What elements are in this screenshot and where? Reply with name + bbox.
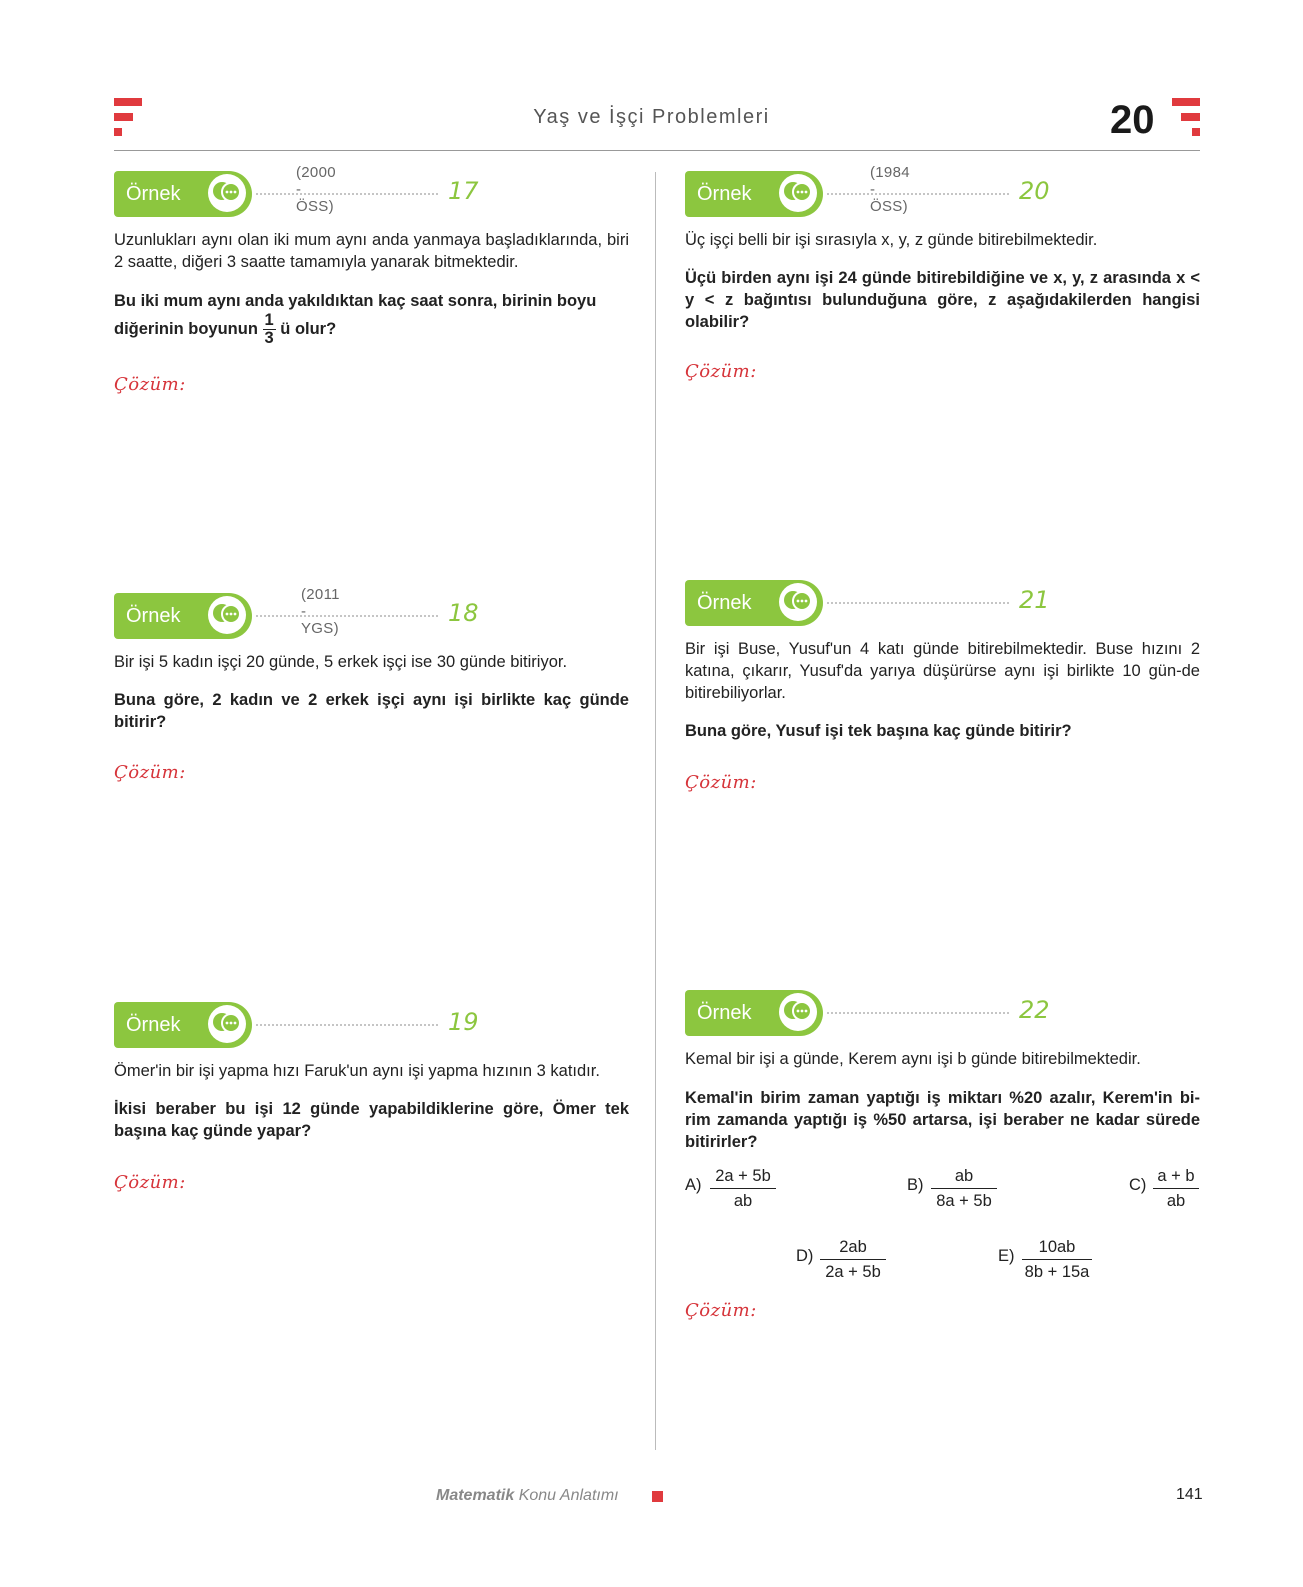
example-19-question: İkisi beraber bu işi 12 günde yapabildiklerine göre, Ömer tek başına kaç günde yapar? — [114, 1100, 629, 1140]
example-number: 22 — [1019, 996, 1050, 1024]
example-21-text: Bir işi Buse, Yusuf'un 4 katı günde bitirebilmektedir. Buse hızını 2 katına, çıkarır, Yusuf'da yarıya düşürürse aynı işi birlikte 10 gün-de bitirebiliyorlar. — [685, 640, 1200, 702]
solution-label-21: Çözüm: — [685, 772, 757, 793]
chapter-title: Yaş ve İşçi Problemleri — [533, 106, 770, 128]
example-22-text: Kemal bir işi a günde, Kerem aynı işi b günde bitirebilmektedir. — [685, 1050, 1141, 1068]
example-19-text: Ömer'in bir işi yapma hızı Faruk'un aynı işi yapma hızının 3 katıdır. — [114, 1062, 600, 1080]
badge-dotted-line — [827, 193, 1009, 195]
option-label: C) — [1129, 1176, 1147, 1194]
badge-label: Örnek — [697, 1002, 752, 1024]
badge-label: Örnek — [697, 183, 752, 205]
example-number: 18 — [448, 599, 479, 627]
solution-label-20: Çözüm: — [685, 361, 757, 382]
solution-label-22: Çözüm: — [685, 1300, 757, 1321]
example-21-question: Buna göre, Yusuf işi tek başına kaç günde bitirir? — [685, 722, 1072, 740]
badge-dotted-line — [256, 1024, 438, 1026]
option-fraction: a + b ab — [1153, 1164, 1199, 1213]
brand-logo-right — [1172, 98, 1206, 136]
option-label: A) — [685, 1176, 702, 1194]
solution-label-19: Çözüm: — [114, 1172, 186, 1193]
example-20-question: Üçü birden aynı işi 24 günde bitirebildiğine ve x, y, z arasında x < y < z bağıntısı bulunduğuna göre, z aşağıdakilerden hangisi olabilir? — [685, 269, 1200, 331]
example-20-text: Üç işçi belli bir işi sırasıyla x, y, z günde bitirebilmektedir. — [685, 231, 1098, 249]
example-18-text: Bir işi 5 kadın işçi 20 günde, 5 erkek işçi ise 30 günde bitiriyor. — [114, 653, 568, 671]
exam-source: (2000 - ÖSS) — [296, 164, 336, 215]
example-22-question: Kemal'in birim zaman yaptığı iş miktarı %20 azalır, Kerem'in bi-rim zamanda yaptığı iş %50 artarsa, işi beraber ne kadar sürede bitirirler? — [685, 1089, 1200, 1151]
exam-source: (1984 - ÖSS) — [870, 164, 910, 215]
solution-label-17: Çözüm: — [114, 374, 186, 395]
option-label: B) — [907, 1176, 924, 1194]
question-line-1: Bu iki mum aynı anda yakıldıktan kaç saat sonra, birinin boyu — [114, 292, 597, 310]
footer-square — [652, 1491, 663, 1502]
example-number: 17 — [448, 177, 479, 205]
exam-source: (2011 - YGS) — [301, 586, 340, 637]
badge-dotted-line — [827, 602, 1009, 604]
page-number: 141 — [1176, 1486, 1203, 1503]
badge-dotted-line — [827, 1012, 1009, 1014]
example-18-question: Buna göre, 2 kadın ve 2 erkek işçi aynı işi birlikte kaç günde bitirir? — [114, 691, 629, 731]
chapter-number: 20 — [1110, 98, 1155, 142]
example-number: 20 — [1019, 177, 1050, 205]
solution-label-18: Çözüm: — [114, 762, 186, 783]
header-rule — [114, 150, 1200, 151]
fraction-one-third: $\frac{1}{3}$ — [264, 311, 274, 347]
chat-bubble-icon — [779, 583, 817, 621]
badge-label: Örnek — [126, 605, 181, 627]
option-fraction: 10ab 8b + 15a — [1022, 1235, 1092, 1284]
option-fraction: 2a + 5b ab — [710, 1164, 776, 1213]
footer-brand: Matematik Konu Anlatımı — [436, 1487, 619, 1504]
example-17-question — [114, 290, 629, 347]
example-17-text: Uzunlukları aynı olan iki mum aynı anda yanmaya başladıklarında, biri 2 saatte, diğeri 3 saatte tamamıyla yanarak bitmektedir. — [114, 231, 629, 271]
badge-label: Örnek — [126, 183, 181, 205]
chat-bubble-icon — [779, 993, 817, 1031]
example-number: 19 — [448, 1008, 479, 1036]
option-fraction: ab 8a + 5b — [931, 1164, 997, 1213]
chat-bubble-icon — [779, 174, 817, 212]
chat-bubble-icon — [208, 596, 246, 634]
question-pre: diğerinin boyunun — [114, 319, 258, 338]
badge-label: Örnek — [697, 592, 752, 614]
badge-label: Örnek — [126, 1014, 181, 1036]
example-number: 21 — [1019, 586, 1050, 614]
chat-bubble-icon — [208, 174, 246, 212]
badge-dotted-line — [256, 615, 438, 617]
option-label: D) — [796, 1247, 814, 1265]
option-fraction: 2ab 2a + 5b — [820, 1235, 886, 1284]
option-label: E) — [998, 1247, 1015, 1265]
badge-dotted-line — [256, 193, 438, 195]
chat-bubble-icon — [208, 1005, 246, 1043]
question-post: ü olur? — [280, 319, 337, 338]
column-divider — [655, 172, 656, 1450]
